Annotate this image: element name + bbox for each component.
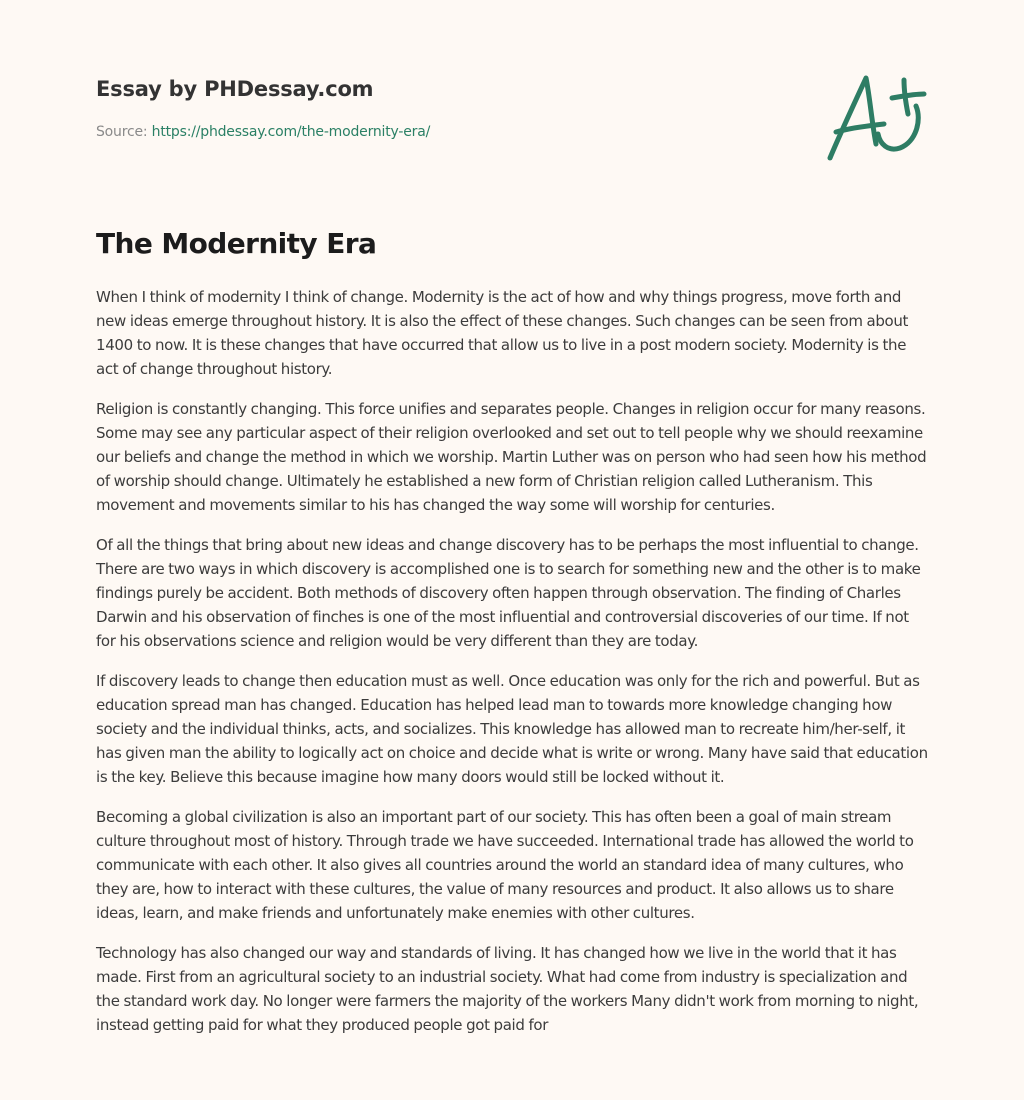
essay-paragraph: If discovery leads to change then education must as well. Once education was only for the rich and powerful. But as education spread man has changed. Education has helped lead man to towards more knowledge changing how society and the individual thinks, acts, and socializes. This knowledge has allowed man to recreate him/her-self, it has given man the ability to logically act on choice and decide what is write or wrong. Many have said that education is the key. Believe this because imagine how many doors would still be locked without it. — [96, 672, 928, 786]
essay-paragraph: Religion is constantly changing. This force unifies and separates people. Changes in religion occur for many reasons. Some may see any particular aspect of their religion overlooked and set out to tell people why we should reexamine our beliefs and change the method in which we worship. Martin Luther was on person who had seen how his method of worship should change. Ultimately he established a new form of Christian religion called Lutheranism. This movement and movements similar to his has changed the way some will worship for centuries. — [96, 400, 927, 514]
source-label: Source: — [96, 124, 148, 140]
page-header — [96, 74, 928, 142]
essay-paragraph: When I think of modernity I think of change. Modernity is the act of how and why things progress, move forth and new ideas emerge throughout history. It is also the effect of these changes. Such changes can be seen from about 1400 to now. It is these changes that have occurred that allow us to live in a post modern society. Modernity is the act of change throughout history. — [96, 288, 909, 378]
essay-paragraph: Becoming a global civilization is also an important part of our society. This has often been a goal of main stream culture throughout most of history. Through trade we have succeeded. International trade has allowed the world to communicate with each other. It also gives all countries around the world an standard idea of many cultures, who they are, how to interact with these cultures, the value of many resources and product. It also allows us to share ideas, learn, and make friends and unfortunately make enemies with other cultures. — [96, 808, 914, 922]
source-link[interactable]: https://phdessay.com/the-modernity-era/ — [151, 124, 431, 140]
essay-paragraph: Of all the things that bring about new ideas and change discovery has to be perhaps the most influential to change. There are two ways in which discovery is accomplished one is to search for something new and the other is to make findings purely be accident. Both methods of discovery often happen through observation. The finding of Charles Darwin and his observation of finches is one of the most influential and controversial discoveries of our time. If not for his observations science and religion would be very different than they are today. — [96, 536, 921, 650]
a-plus-grade-icon — [818, 64, 930, 168]
essay-title: The Modernity Era — [96, 227, 377, 260]
source-line — [96, 122, 928, 142]
essay-paragraph: Technology has also changed our way and standards of living. It has changed how we live in the world that it has made. First from an agricultural society to an industrial society. What had come from industry is specialization and the standard work day. No longer were farmers the majority of the workers Many didn't work from morning to night, instead getting paid for what they produced people got paid for — [96, 944, 919, 1034]
essay-body — [96, 285, 932, 1053]
site-title: Essay by PHDessay.com — [96, 77, 374, 101]
